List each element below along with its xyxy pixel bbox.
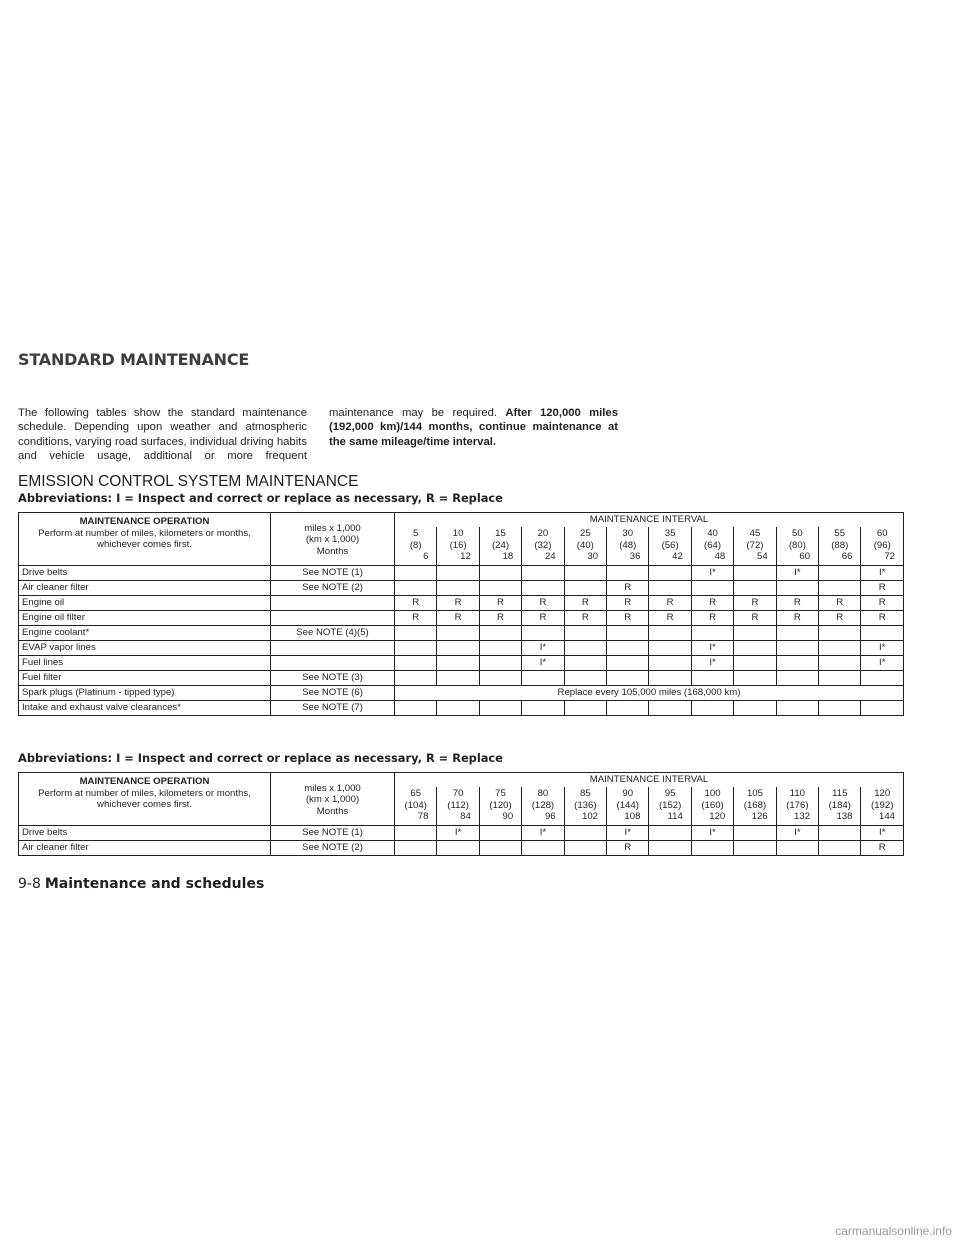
interval-value: R [479, 595, 521, 610]
operation-name: Air cleaner filter [19, 580, 271, 595]
interval-months: 18 [502, 551, 514, 562]
interval-value: R [607, 610, 649, 625]
interval-months: 42 [672, 551, 683, 562]
interval-value [649, 580, 691, 595]
interval-value [395, 840, 437, 855]
interval-value [861, 670, 904, 685]
operation-name: EVAP vapor lines [19, 640, 271, 655]
interval-value [861, 625, 904, 640]
interval-value [522, 670, 564, 685]
table-row [19, 655, 904, 670]
interval-cell [649, 527, 691, 565]
interval-value [776, 640, 818, 655]
interval-value [734, 655, 776, 670]
interval-value [776, 670, 818, 685]
interval-miles: 70 [452, 788, 464, 799]
interval-value [479, 640, 521, 655]
operation-note: See NOTE (6) [271, 685, 395, 700]
interval-value [522, 700, 564, 715]
interval-cell [607, 527, 649, 565]
interval-km: (32) [534, 539, 552, 551]
interval-value [691, 670, 733, 685]
interval-value: R [861, 840, 904, 855]
interval-value [861, 700, 904, 715]
interval-miles: 30 [622, 528, 634, 539]
interval-value: I* [607, 825, 649, 840]
table-row [19, 565, 904, 580]
interval-value: R [564, 595, 606, 610]
interval-value [564, 670, 606, 685]
interval-value: R [437, 595, 479, 610]
interval-cell [437, 527, 479, 565]
interval-miles: 40 [707, 528, 718, 539]
interval-km: (80) [788, 539, 806, 551]
abbreviations-note-1: Abbreviations: I = Inspect and correct or replace as necessary, R = Replace [18, 491, 503, 505]
interval-value [395, 565, 437, 580]
interval-cell [564, 527, 606, 565]
interval-miles: 115 [832, 788, 848, 799]
interval-value [437, 840, 479, 855]
table-row [19, 640, 904, 655]
interval-km: (64) [704, 539, 722, 551]
interval-value: I* [776, 565, 818, 580]
interval-value [734, 825, 776, 840]
header-operation [19, 513, 271, 566]
interval-km: (48) [619, 539, 637, 551]
interval-cell [395, 527, 437, 565]
interval-miles: 10 [452, 528, 464, 539]
table-header-row [19, 773, 904, 788]
interval-value: R [776, 595, 818, 610]
interval-months: 54 [756, 551, 768, 562]
interval-km: (8) [409, 539, 422, 551]
unit-months: Months [316, 805, 349, 817]
interval-value [649, 625, 691, 640]
interval-value [819, 580, 861, 595]
interval-months: 30 [587, 551, 599, 562]
interval-value [437, 565, 479, 580]
interval-months: 84 [460, 811, 471, 822]
interval-value [479, 565, 521, 580]
interval-value [479, 825, 521, 840]
interval-value [564, 825, 606, 840]
interval-months: 72 [884, 551, 895, 562]
watermark: carmanualsonline.info [835, 1224, 952, 1238]
operation-name: Engine coolant* [19, 625, 271, 640]
interval-value: I* [776, 825, 818, 840]
interval-months: 114 [667, 811, 683, 822]
header-interval-title: MAINTENANCE INTERVAL [395, 773, 904, 788]
interval-value [564, 655, 606, 670]
operation-name: Engine oil filter [19, 610, 271, 625]
interval-value [819, 565, 861, 580]
interval-value: R [861, 580, 904, 595]
interval-value [776, 580, 818, 595]
table-row [19, 840, 904, 855]
interval-cell [522, 527, 564, 565]
header-operation-title: MAINTENANCE OPERATION [79, 776, 210, 787]
interval-value: R [649, 595, 691, 610]
interval-value: I* [861, 565, 904, 580]
interval-miles: 35 [664, 528, 676, 539]
interval-value [564, 565, 606, 580]
operation-note [271, 640, 395, 655]
unit-months: Months [316, 545, 349, 557]
interval-km: (184) [828, 799, 851, 811]
interval-value [734, 670, 776, 685]
page-footer [18, 876, 264, 892]
interval-cell [734, 787, 776, 825]
interval-value [437, 700, 479, 715]
interval-cell [564, 787, 606, 825]
interval-value [607, 700, 649, 715]
interval-value [734, 700, 776, 715]
interval-cell [649, 787, 691, 825]
interval-months: 90 [502, 811, 514, 822]
interval-value [522, 840, 564, 855]
interval-value: R [522, 595, 564, 610]
interval-value [649, 825, 691, 840]
header-interval-title: MAINTENANCE INTERVAL [395, 513, 904, 528]
interval-value: R [691, 595, 733, 610]
interval-months: 60 [799, 551, 811, 562]
interval-miles: 90 [622, 788, 634, 799]
interval-months: 48 [714, 551, 726, 562]
header-operation [19, 773, 271, 826]
interval-value [691, 580, 733, 595]
interval-value [479, 840, 521, 855]
interval-value [734, 580, 776, 595]
footer-section: Maintenance and schedules [44, 876, 265, 892]
interval-value [734, 640, 776, 655]
interval-km: (104) [404, 799, 427, 811]
interval-value [649, 840, 691, 855]
interval-value [395, 670, 437, 685]
table-row [19, 595, 904, 610]
interval-miles: 100 [704, 788, 721, 799]
interval-value [564, 580, 606, 595]
interval-value: I* [691, 655, 733, 670]
interval-value: I* [861, 655, 904, 670]
interval-value: I* [691, 825, 733, 840]
operation-note [271, 595, 395, 610]
interval-cell [479, 787, 521, 825]
interval-cell [479, 527, 521, 565]
interval-value: R [819, 595, 861, 610]
interval-value [734, 625, 776, 640]
interval-value [819, 670, 861, 685]
interval-miles: 95 [664, 788, 676, 799]
interval-cell [437, 787, 479, 825]
table-row [19, 610, 904, 625]
interval-value [395, 580, 437, 595]
interval-value: R [734, 595, 776, 610]
interval-km: (192) [871, 799, 894, 811]
interval-value [649, 655, 691, 670]
interval-value [819, 655, 861, 670]
interval-months: 120 [709, 811, 726, 822]
interval-miles: 105 [746, 788, 763, 799]
interval-months: 66 [841, 551, 853, 562]
interval-value [479, 580, 521, 595]
interval-miles: 110 [789, 788, 805, 799]
operation-name: Air cleaner filter [19, 840, 271, 855]
page-number: 9-8 [18, 876, 41, 892]
interval-miles: 80 [537, 788, 549, 799]
interval-miles: 75 [495, 788, 506, 799]
interval-cell [691, 527, 733, 565]
interval-value [776, 655, 818, 670]
interval-value: I* [522, 825, 564, 840]
abbreviations-note-2: Abbreviations: I = Inspect and correct or replace as necessary, R = Replace [18, 751, 503, 765]
interval-value: I* [691, 565, 733, 580]
interval-value [649, 565, 691, 580]
table-row [19, 700, 904, 715]
interval-miles: 20 [537, 528, 549, 539]
interval-value [437, 625, 479, 640]
interval-value: R [819, 610, 861, 625]
interval-miles: 60 [876, 528, 888, 539]
header-operation-title: MAINTENANCE OPERATION [79, 516, 210, 527]
interval-value [607, 565, 649, 580]
operation-name: Drive belts [19, 825, 271, 840]
interval-months: 108 [624, 811, 641, 822]
interval-value: R [691, 610, 733, 625]
interval-value: R [861, 595, 904, 610]
interval-value: R [861, 610, 904, 625]
unit-miles: miles x 1,000 [304, 782, 361, 794]
interval-value [691, 700, 733, 715]
interval-cell [819, 527, 861, 565]
interval-km: (88) [831, 539, 849, 551]
interval-months: 36 [629, 551, 641, 562]
interval-value: I* [691, 640, 733, 655]
interval-value: I* [437, 825, 479, 840]
maintenance-table-1 [18, 512, 904, 716]
interval-value [734, 565, 776, 580]
interval-value [564, 700, 606, 715]
interval-months: 138 [836, 811, 853, 822]
interval-value [607, 655, 649, 670]
interval-km: (168) [743, 799, 767, 811]
interval-cell [776, 527, 818, 565]
page-title: STANDARD MAINTENANCE [18, 350, 250, 369]
interval-km: (152) [658, 799, 682, 811]
interval-value: I* [522, 640, 564, 655]
interval-value: I* [522, 655, 564, 670]
intro-paragraph [18, 406, 618, 463]
operation-name: Fuel lines [19, 655, 271, 670]
interval-value: R [607, 580, 649, 595]
interval-value [819, 625, 861, 640]
interval-km: (96) [873, 539, 891, 551]
interval-value: R [607, 840, 649, 855]
interval-value [607, 670, 649, 685]
interval-value [437, 670, 479, 685]
header-units [271, 773, 395, 826]
header-operation-desc: Perform at number of miles, kilometers or months, whichever comes first. [38, 787, 251, 810]
span-cell: Replace every 105,000 miles (168,000 km) [395, 685, 904, 700]
interval-value [437, 640, 479, 655]
interval-value [395, 825, 437, 840]
interval-km: (112) [447, 799, 469, 811]
operation-note: See NOTE (4)(5) [271, 625, 395, 640]
interval-value [819, 825, 861, 840]
interval-cell [395, 787, 437, 825]
interval-value [395, 640, 437, 655]
interval-value [479, 625, 521, 640]
interval-value: R [479, 610, 521, 625]
interval-value [522, 580, 564, 595]
interval-miles: 5 [413, 528, 419, 539]
interval-value [691, 625, 733, 640]
operation-name: Engine oil [19, 595, 271, 610]
interval-km: (136) [574, 799, 597, 811]
interval-value [776, 625, 818, 640]
interval-value: R [437, 610, 479, 625]
section-title: EMISSION CONTROL SYSTEM MAINTENANCE [18, 473, 359, 490]
interval-miles: 15 [495, 528, 506, 539]
operation-note [271, 610, 395, 625]
interval-months: 96 [544, 811, 556, 822]
intro-text: The following tables show the standard maintenance schedule. Depending upon weather and atmospheric conditions, varying road surfaces, individual driving habits and vehicle usage, additional or more frequent maintenance may be required. [18, 407, 498, 462]
interval-value [564, 640, 606, 655]
interval-value [564, 840, 606, 855]
unit-miles: miles x 1,000 [304, 522, 361, 534]
interval-km: (24) [491, 539, 510, 551]
operation-note: See NOTE (7) [271, 700, 395, 715]
table-header-row [19, 513, 904, 528]
interval-miles: 25 [579, 528, 591, 539]
interval-miles: 65 [410, 788, 422, 799]
interval-value [395, 625, 437, 640]
interval-value: R [734, 610, 776, 625]
interval-km: (16) [449, 539, 467, 551]
interval-value [776, 700, 818, 715]
interval-value [395, 655, 437, 670]
interval-cell [691, 787, 733, 825]
interval-cell [734, 527, 776, 565]
interval-value: R [776, 610, 818, 625]
interval-cell [861, 527, 904, 565]
interval-value [437, 580, 479, 595]
interval-value: R [649, 610, 691, 625]
operation-name: Intake and exhaust valve clearances* [19, 700, 271, 715]
interval-value [649, 700, 691, 715]
interval-value [776, 840, 818, 855]
interval-value [522, 565, 564, 580]
interval-months: 126 [751, 811, 768, 822]
interval-cell [522, 787, 564, 825]
operation-name: Drive belts [19, 565, 271, 580]
interval-value [522, 625, 564, 640]
interval-value [437, 655, 479, 670]
interval-value: R [395, 595, 437, 610]
operation-name: Fuel filter [19, 670, 271, 685]
table-row [19, 685, 904, 700]
interval-value: R [607, 595, 649, 610]
operation-note [271, 655, 395, 670]
interval-value [479, 670, 521, 685]
interval-km: (160) [701, 799, 724, 811]
interval-value [564, 625, 606, 640]
interval-value [395, 700, 437, 715]
interval-value [734, 840, 776, 855]
operation-note: See NOTE (3) [271, 670, 395, 685]
interval-value [691, 840, 733, 855]
interval-cell [776, 787, 818, 825]
interval-miles: 45 [749, 528, 761, 539]
interval-months: 144 [878, 811, 895, 822]
interval-cell [607, 787, 649, 825]
interval-value: I* [861, 825, 904, 840]
interval-months: 132 [794, 811, 811, 822]
maintenance-table-2 [18, 772, 904, 856]
interval-value: R [564, 610, 606, 625]
interval-value [819, 700, 861, 715]
interval-months: 6 [423, 551, 429, 562]
operation-note: See NOTE (2) [271, 840, 395, 855]
header-operation-desc: Perform at number of miles, kilometers or months, whichever comes first. [38, 527, 251, 550]
interval-km: (40) [576, 539, 594, 551]
table-row [19, 625, 904, 640]
interval-km: (128) [531, 799, 555, 811]
interval-miles: 85 [579, 788, 591, 799]
interval-months: 24 [544, 551, 556, 562]
interval-km: (176) [786, 799, 809, 811]
interval-value [649, 640, 691, 655]
interval-value [649, 670, 691, 685]
interval-miles: 50 [792, 528, 803, 539]
interval-km: (56) [661, 539, 679, 551]
operation-note: See NOTE (1) [271, 825, 395, 840]
interval-value: R [522, 610, 564, 625]
table-row [19, 580, 904, 595]
interval-value [607, 640, 649, 655]
interval-months: 102 [582, 811, 599, 822]
interval-km: (144) [616, 799, 639, 811]
header-units [271, 513, 395, 566]
interval-value: I* [861, 640, 904, 655]
operation-note: See NOTE (2) [271, 580, 395, 595]
operation-name: Spark plugs (Platinum - tipped type) [19, 685, 271, 700]
interval-months: 12 [460, 551, 471, 562]
interval-miles: 55 [834, 528, 846, 539]
interval-months: 78 [417, 811, 429, 822]
interval-cell [819, 787, 861, 825]
interval-miles: 120 [874, 788, 891, 799]
interval-value [479, 655, 521, 670]
interval-value [607, 625, 649, 640]
unit-km: (km x 1,000) [305, 794, 360, 805]
unit-km: (km x 1,000) [305, 534, 360, 545]
interval-value [819, 640, 861, 655]
interval-value [479, 700, 521, 715]
interval-km: (120) [489, 799, 512, 811]
intro-bold-text: After 120,000 miles (192,000 km)/144 months, continue maintenance at the same mileage/time interval. [329, 407, 618, 448]
interval-value: R [395, 610, 437, 625]
table-row [19, 825, 904, 840]
interval-value [819, 840, 861, 855]
table-row [19, 670, 904, 685]
operation-note: See NOTE (1) [271, 565, 395, 580]
interval-cell [861, 787, 904, 825]
interval-km: (72) [746, 539, 764, 551]
